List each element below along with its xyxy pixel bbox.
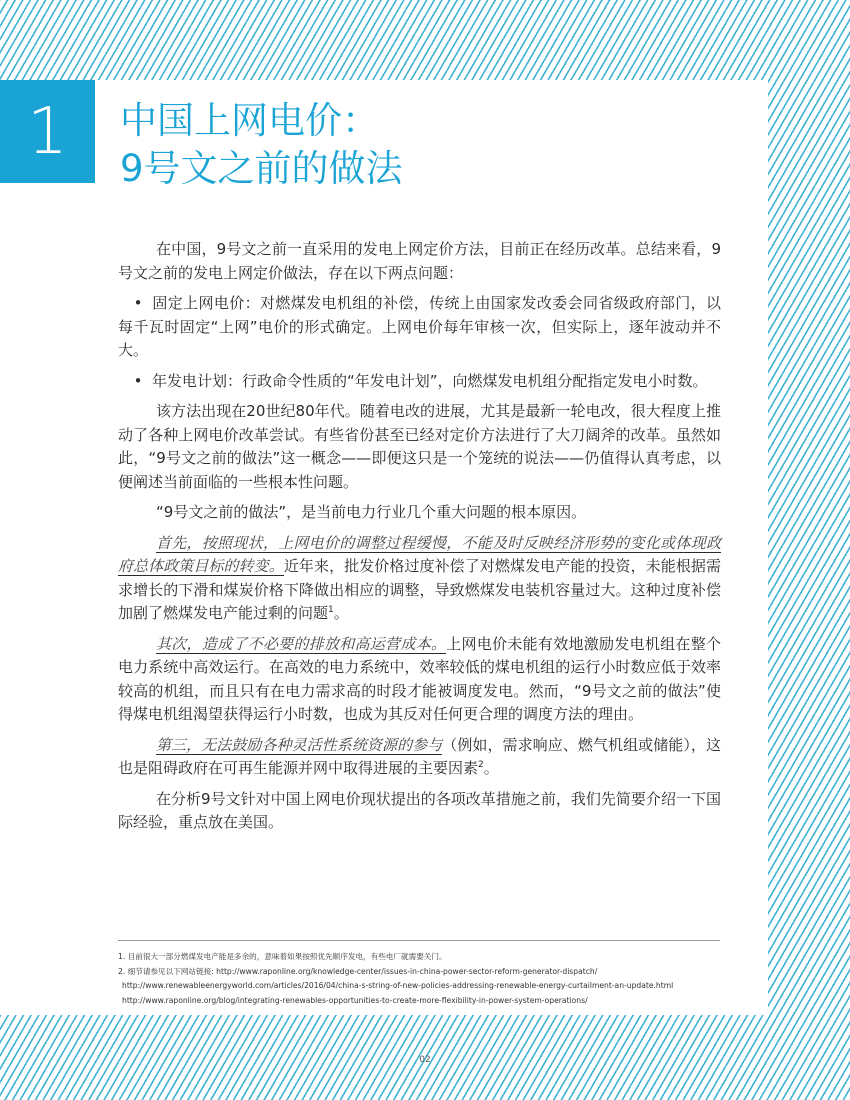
title-line-2: 9号文之前的做法 <box>120 147 403 190</box>
footnotes <box>118 950 748 1008</box>
page-number: 02 <box>419 1055 431 1065</box>
second-issue-heading: 其次，造成了不必要的排放和高运营成本。 <box>156 634 447 653</box>
bullet-icon: • <box>133 371 143 390</box>
footnote-2-link-2[interactable]: http://www.renewableenergyworld.com/articles/2016/04/china-s-string-of-new-policies-addressing-renewable-energy-curtailment-an-update.html <box>122 981 674 990</box>
chapter-number: 1 <box>27 94 68 169</box>
bullet-text: 固定上网电价：对燃煤发电机组的补偿，传统上由国家发改委会同省级政府部门，以每千瓦时固定“上网”电价的形式确定。上网电价每年审核一次，但实际上，逐年波动并不大。 <box>118 294 721 359</box>
footnote-1: 1. 目前很大一部分燃煤发电产能是多余的，意味着如果按照优先顺序发电，有些电厂就需要关门。 <box>118 952 447 961</box>
paragraph-root-cause: “9号文之前的做法”，是当前电力行业几个重大问题的根本原因。 <box>156 503 587 521</box>
paragraph-third-issue <box>118 734 721 781</box>
second-issue-text: 上网电价未能有效地激励发电机组在整个电力系统中高效运行。在高效的电力系统中，效率较低的煤电机组的运行小时数应低于效率较高的机组，而且只有在电力需求高的时段才能被调度发电。然而，“9号文之前的做法”使得煤电机组渴望获得运行小时数，也成为其反对任何更合理的调度方法的理由。 <box>118 634 721 723</box>
footnote-2-link-3[interactable]: http://www.raponline.org/blog/integrating-renewables-opportunities-to-create-more-flexibility-in-power-system-operations/ <box>122 995 588 1005</box>
first-issue-text: 近年来，批发价格过度补偿了对燃煤发电产能的投资，未能根据需求增长的下滑和煤炭价格下降做出相应的调整，导致燃煤发电装机容量过大。这种过度补偿加剧了燃煤发电产能过剩的问题 <box>118 557 721 622</box>
bullet-text: 年发电计划：行政命令性质的“年发电计划”，向燃煤发电机组分配指定发电小时数。 <box>152 371 708 390</box>
bullet-item-generation-plan <box>118 370 721 394</box>
footnote-ref-1: 1 <box>328 605 334 615</box>
bullet-item-fixed-price <box>118 292 721 363</box>
first-issue-end: 。 <box>333 604 349 622</box>
footnote-2[interactable]: 2. 细节请参见以下网站链接: http://www.raponline.org/knowledge-center/issues-in-china-power-sector-reform-generator-dispatch/ <box>118 966 598 976</box>
chapter-number-box <box>0 80 95 183</box>
paragraph-history: 该方法出现在20世纪80年代。随着电改的进展，尤其是最新一轮电改，很大程度上推动了各种上网电价改革尝试。有些省份甚至已经对定价方法进行了大刀阔斧的改革。虽然如此，“9号文之前的做法”这一概念——即便这只是一个笼统的说法——仍值得认真考虑，以便阐述当前面临的一些根本性问题。 <box>118 402 721 491</box>
third-issue-end: 。 <box>483 759 499 777</box>
paragraph-second-issue <box>118 633 721 727</box>
bullet-icon: • <box>133 294 143 312</box>
third-issue-heading: 第三，无法鼓励各种灵活性系统资源的参与 <box>156 735 443 754</box>
footnote-divider <box>118 940 720 941</box>
page-title <box>120 97 403 193</box>
paragraph-transition: 在分析9号文针对中国上网电价现状提出的各项改革措施之前，我们先简要介绍一下国际经验，重点放在美国。 <box>118 789 721 831</box>
body-text <box>118 238 721 842</box>
paragraph-first-issue <box>118 532 721 626</box>
third-issue-text: （例如，需求响应、燃气机组或储能），这也是阻碍政府在可再生能源并网中取得进展的主要因素 <box>118 735 721 777</box>
first-issue-heading: 首先，按照现状，上网电价的调整过程缓慢，不能及时反映经济形势的变化或体现政府总体政策目标的转变。 <box>118 533 721 575</box>
footnote-ref-2: 2 <box>478 760 484 770</box>
paragraph-intro: 在中国，9号文之前一直采用的发电上网定价方法，目前正在经历改革。总结来看，9号文之前的发电上网定价做法，存在以下两点问题： <box>118 240 721 282</box>
title-line-1: 中国上网电价： <box>120 99 379 142</box>
